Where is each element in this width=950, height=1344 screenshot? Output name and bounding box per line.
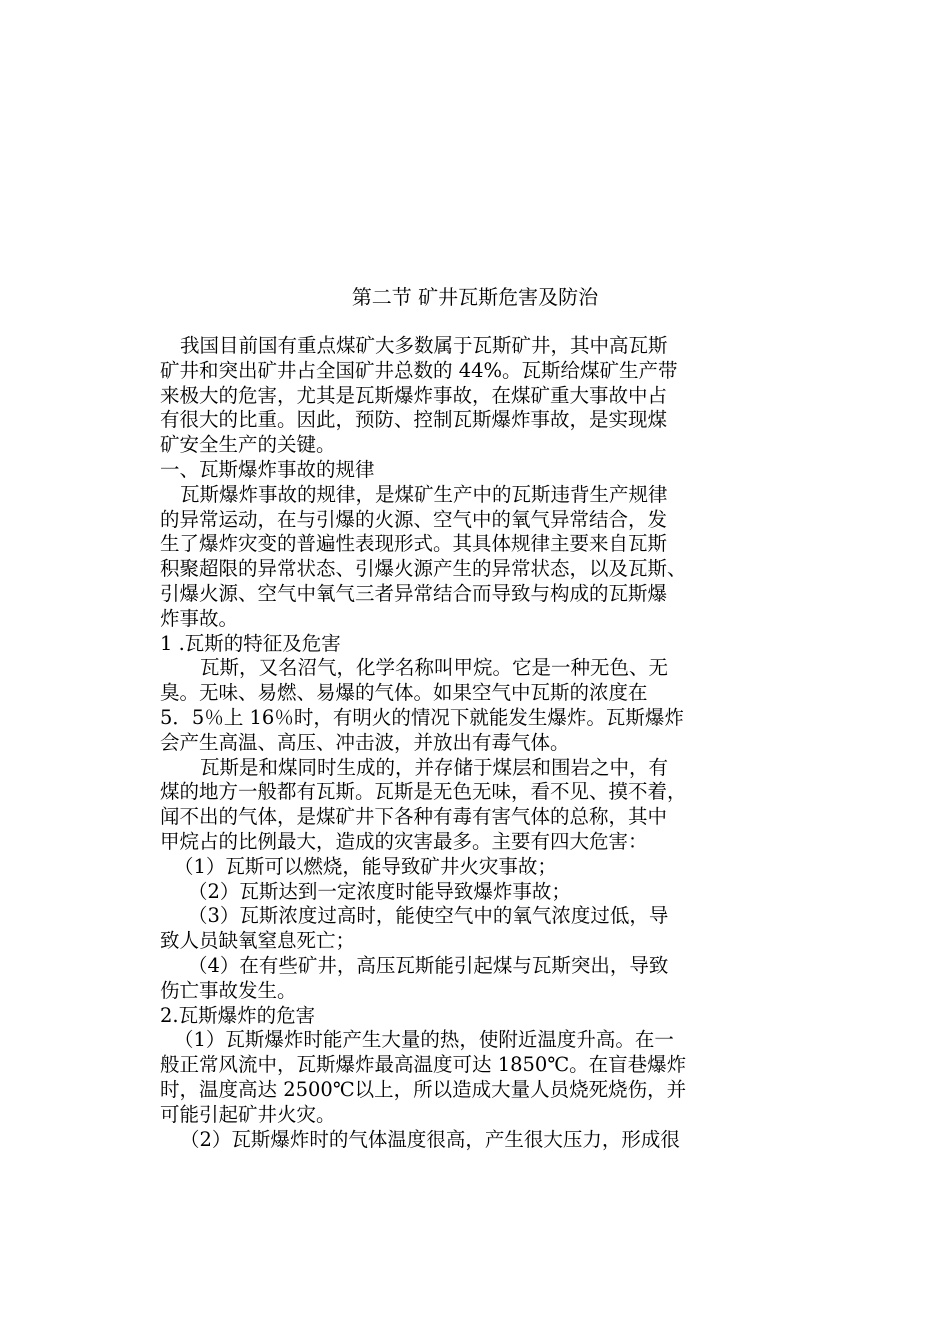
paragraph-line: 瓦斯是和煤同时生成的，并存储于煤层和围岩之中，有 xyxy=(200,755,669,779)
paragraph-line: 的异常运动，在与引爆的火源、空气中的氧气异常结合，发 xyxy=(160,507,668,531)
list-item: （3）瓦斯浓度过高时，能使空气中的氧气浓度过低，导 xyxy=(188,904,669,928)
list-item: （2）瓦斯达到一定浓度时能导致爆炸事故； xyxy=(188,879,571,903)
paragraph-line: 致人员缺氧窒息死亡； xyxy=(160,929,356,953)
paragraph-line: 生了爆炸灾变的普遍性表现形式。其具体规律主要来自瓦斯 xyxy=(160,532,668,556)
paragraph-line: 积聚超限的异常状态、引爆火源产生的异常状态，以及瓦斯、 xyxy=(160,557,687,581)
list-item: （4）在有些矿井，高压瓦斯能引起煤与瓦斯突出，导致 xyxy=(188,953,669,977)
paragraph-line: 可能引起矿井火灾。 xyxy=(160,1102,336,1126)
paragraph-line: 臭。无味、易燃、易爆的气体。如果空气中瓦斯的浓度在 xyxy=(160,681,648,705)
paragraph-line: 瓦斯，又名沼气，化学名称叫甲烷。它是一种无色、无 xyxy=(200,656,669,680)
paragraph-line: 甲烷占的比例最大，造成的灾害最多。主要有四大危害： xyxy=(160,829,648,853)
paragraph-line: 引爆火源、空气中氧气三者异常结合而导致与构成的瓦斯爆 xyxy=(160,581,668,605)
paragraph-line: 伤亡事故发生。 xyxy=(160,978,297,1002)
document-body xyxy=(160,334,760,1152)
subsection-heading: 1 .瓦斯的特征及危害 xyxy=(160,631,341,655)
paragraph-line: 煤的地方一般都有瓦斯。瓦斯是无色无味，看不见、摸不着， xyxy=(160,780,687,804)
paragraph-line: 炸事故。 xyxy=(160,606,239,630)
paragraph-line: 矿安全生产的关键。 xyxy=(160,433,336,457)
paragraph-line: 5．5％上 16％时，有明火的情况下就能发生爆炸。瓦斯爆炸 xyxy=(160,705,684,729)
section-heading: 一、瓦斯爆炸事故的规律 xyxy=(160,457,375,481)
paragraph-line: 有很大的比重。因此，预防、控制瓦斯爆炸事故，是实现煤 xyxy=(160,408,668,432)
paragraph-line: 我国目前国有重点煤矿大多数属于瓦斯矿井，其中高瓦斯 xyxy=(180,334,668,357)
section-title: 第二节 矿井瓦斯危害及防治 xyxy=(351,285,599,309)
subsection-heading: 2.瓦斯爆炸的危害 xyxy=(160,1003,316,1027)
paragraph-line: 矿井和突出矿井占全国矿井总数的 44%。瓦斯给煤矿生产带 xyxy=(160,358,678,382)
paragraph-line: 般正常风流中，瓦斯爆炸最高温度可达 1850℃。在盲巷爆炸 xyxy=(160,1053,687,1077)
list-item: （1）瓦斯可以燃烧，能导致矿井火灾事故； xyxy=(174,854,557,878)
list-item: （1）瓦斯爆炸时能产生大量的热，使附近温度升高。在一 xyxy=(174,1028,674,1052)
paragraph-line: 时，温度高达 2500℃以上，所以造成大量人员烧死烧伤，并 xyxy=(160,1077,687,1101)
paragraph-line: 来极大的危害，尤其是瓦斯爆炸事故，在煤矿重大事故中占 xyxy=(160,383,668,407)
list-item: （2）瓦斯爆炸时的气体温度很高，产生很大压力，形成很 xyxy=(180,1127,680,1151)
paragraph-line: 闻不出的气体，是煤矿井下各种有毒有害气体的总称，其中 xyxy=(160,805,668,829)
paragraph-line: 瓦斯爆炸事故的规律，是煤矿生产中的瓦斯违背生产规律 xyxy=(180,482,668,506)
paragraph-line: 会产生高温、高压、冲击波，并放出有毒气体。 xyxy=(160,730,570,754)
